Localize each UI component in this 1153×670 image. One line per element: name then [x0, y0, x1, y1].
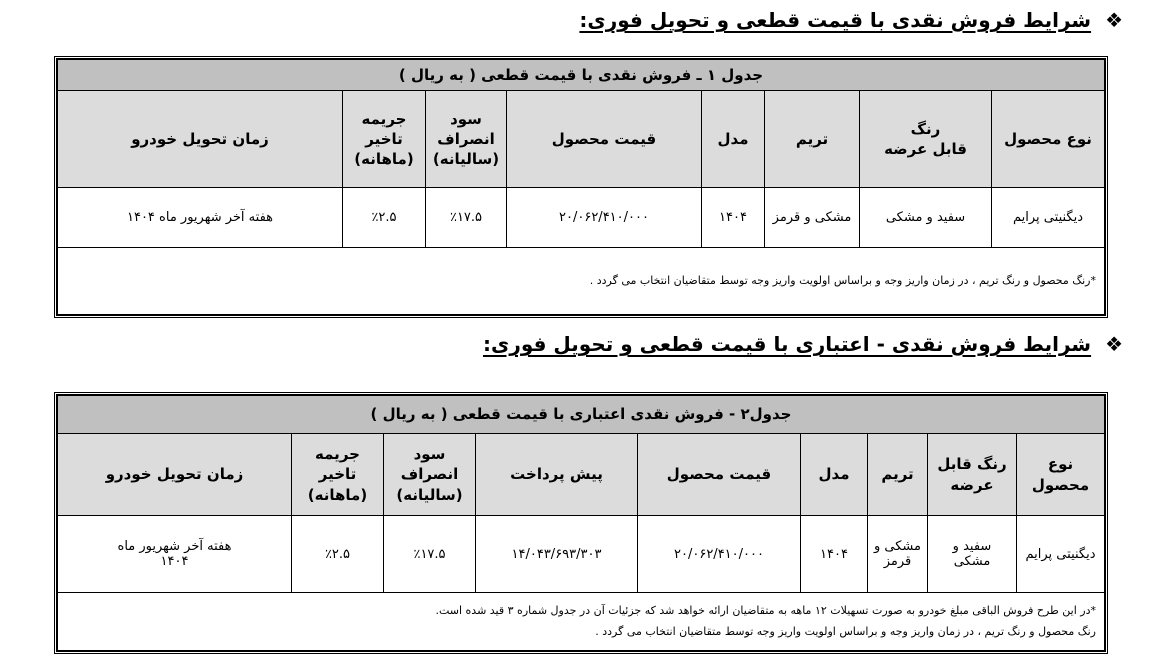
- table1-cell-color: سفید و مشکی: [860, 188, 992, 248]
- table1-cell-price: ۲۰/۰۶۲/۴۱۰/۰۰۰: [507, 188, 702, 248]
- table2-cell-color: سفید و مشکی: [928, 516, 1017, 593]
- table1-header-interest: سود انصراف (سالیانه): [426, 91, 507, 188]
- table1-cell-penalty: ٪۲.۵: [343, 188, 426, 248]
- section2-heading: [483, 324, 1123, 364]
- table1-header-price: قیمت محصول: [507, 91, 702, 188]
- table2-header-delivery: زمان تحویل خودرو: [58, 434, 292, 516]
- table2-header-trim: تریم: [868, 434, 928, 516]
- table2-header-prepayment: پیش پرداخت: [476, 434, 638, 516]
- table1-header-penalty: جریمه تاخیر (ماهانه): [343, 91, 426, 188]
- table2-note: [58, 593, 1105, 651]
- table1: [57, 59, 1105, 315]
- section2-heading-text: شرایط فروش نقدی - اعتباری با قیمت قطعی و تحویل فوری:: [482, 332, 1092, 356]
- table1-cell-model: ۱۴۰۴: [702, 188, 765, 248]
- table2-header-interest: سود انصراف (سالیانه): [384, 434, 476, 516]
- table2-note-line2: رنگ محصول و رنگ تریم ، در زمان واریز وجه و براساس اولویت واریز وجه توسط متقاضیان انتخاب می گردد .: [595, 624, 1096, 638]
- table2-header-model: مدل: [801, 434, 868, 516]
- table2-header-color: رنگ قابل عرضه: [928, 434, 1017, 516]
- table1-header-delivery: زمان تحویل خودرو: [58, 91, 343, 188]
- table1-header-color: رنگ قابل عرضه: [860, 91, 992, 188]
- table2-cell-delivery: هفته آخر شهریور ماه ۱۴۰۴: [58, 516, 292, 593]
- table1-cell-interest: ٪۱۷.۵: [426, 188, 507, 248]
- section1-heading: [579, 0, 1123, 40]
- table2-note-line1: *در این طرح فروش الباقی مبلغ خودرو به صورت تسهیلات ۱۲ ماهه به متقاضیان ارائه خواهد شد که جزئیات آن در جدول شماره ۳ قید شده است.: [435, 603, 1096, 617]
- table2-header-product: نوع محصول: [1017, 434, 1105, 516]
- table2-frame: [54, 392, 1108, 654]
- table2-header-penalty: جریمه تاخیر (ماهانه): [292, 434, 384, 516]
- table2-cell-price: ۲۰/۰۶۲/۴۱۰/۰۰۰: [638, 516, 801, 593]
- section1-heading-text: شرایط فروش نقدی با قیمت قطعی و تحویل فوری:: [579, 8, 1092, 32]
- table-row: [58, 516, 1105, 593]
- diamond-bullet-icon: ❖: [1105, 8, 1123, 32]
- diamond-bullet-icon: ❖: [1105, 332, 1123, 356]
- table2-cell-model: ۱۴۰۴: [801, 516, 868, 593]
- table2: [57, 395, 1105, 651]
- table1-title: جدول ۱ ـ فروش نقدی با قیمت قطعی ( به ریال ): [58, 60, 1105, 91]
- table1-frame: [54, 56, 1108, 318]
- table1-cell-delivery: هفته آخر شهریور ماه ۱۴۰۴: [58, 188, 343, 248]
- table1-header-model: مدل: [702, 91, 765, 188]
- table1-header-product: نوع محصول: [992, 91, 1105, 188]
- table2-title: جدول۲ - فروش نقدی اعتباری با قیمت قطعی ( به ریال ): [58, 396, 1105, 434]
- table1-cell-trim: مشکی و قرمز: [765, 188, 860, 248]
- table1-header-trim: تریم: [765, 91, 860, 188]
- table1-cell-product: دیگنیتی پرایم: [992, 188, 1105, 248]
- table2-cell-prepayment: ۱۴/۰۴۳/۶۹۳/۳۰۳: [476, 516, 638, 593]
- table1-note: *رنگ محصول و رنگ تریم ، در زمان واریز وجه و براساس اولویت واریز وجه توسط متقاضیان انتخاب می گردد .: [58, 248, 1105, 315]
- table2-cell-interest: ٪۱۷.۵: [384, 516, 476, 593]
- table2-header-price: قیمت محصول: [638, 434, 801, 516]
- table-row: [58, 188, 1105, 248]
- table2-cell-penalty: ٪۲.۵: [292, 516, 384, 593]
- table2-cell-trim: مشکی و قرمز: [868, 516, 928, 593]
- table2-cell-product: دیگنیتی پرایم: [1017, 516, 1105, 593]
